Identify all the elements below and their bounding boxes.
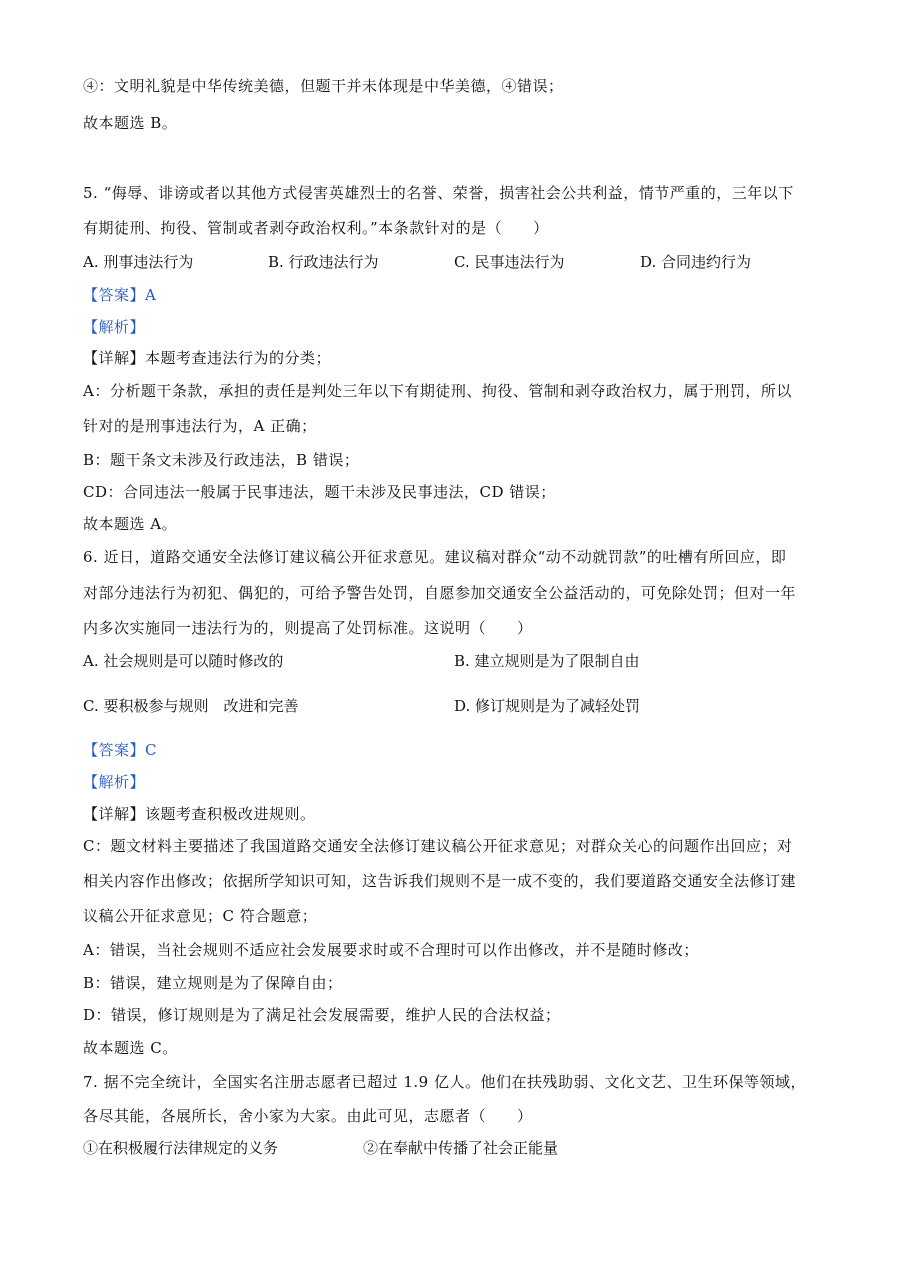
question-6-stem: 对部分违法行为初犯、偶犯的，可给予警告处罚，自愿参加交通安全公益活动的，可免除处罚；但对一年 xyxy=(83,584,797,602)
detail-line: 相关内容作出修改；依据所学知识可知，这告诉我们规则不是一成不变的，我们要道路交通安全法修订建 xyxy=(83,872,797,890)
detail-line: A：分析题干条款，承担的责任是判处三年以下有期徒刑、拘役、管制和剥夺政治权力，属于刑罚，所以 xyxy=(83,382,792,400)
answer-label: 【答案】A xyxy=(83,286,157,304)
answer-label: 【答案】C xyxy=(83,741,157,759)
q6-option-d: D. 修订规则是为了减轻处罚 xyxy=(454,697,641,715)
detail-line: A：错误，当社会规则不适应社会发展要求时或不合理时可以作出修改，并不是随时修改； xyxy=(83,941,699,959)
q6-option-b: B. 建立规则是为了限制自由 xyxy=(454,652,640,670)
detail-line: C：题文材料主要描述了我国道路交通安全法修订建议稿公开征求意见；对群众关心的问题作出回应；对 xyxy=(83,837,793,855)
detail-line: 针对的是刑事违法行为，A 正确； xyxy=(83,417,317,435)
question-5-stem: 5. “侮辱、诽谤或者以其他方式侵害英雄烈士的名誉、荣誉，损害社会公共利益，情节严重的，三年以下 xyxy=(83,184,794,202)
q6-option-a: A. 社会规则是可以随时修改的 xyxy=(83,652,284,670)
question-5-stem: 有期徒刑、拘役、管制或者剥夺政治权利。”本条款针对的是（ ） xyxy=(83,219,549,237)
q7-option-2: ②在奉献中传播了社会正能量 xyxy=(363,1139,559,1157)
text-line: ④：文明礼貌是中华传统美德，但题干并未体现是中华美德，④错误； xyxy=(83,77,564,95)
detail-line: D：错误，修订规则是为了满足社会发展需要，维护人民的合法权益； xyxy=(83,1006,561,1024)
q5-option-b: B. 行政违法行为 xyxy=(268,253,379,271)
detail-line: 故本题选 A。 xyxy=(83,515,178,533)
analysis-label: 【解析】 xyxy=(83,318,146,336)
detail-line: 故本题选 C。 xyxy=(83,1039,178,1057)
question-6-stem: 内多次实施同一违法行为的，则提高了处罚标准。这说明（ ） xyxy=(83,619,533,637)
detail-line: 【详解】本题考查违法行为的分类； xyxy=(83,349,332,367)
question-7-stem: 7. 据不完全统计，全国实名注册志愿者已超过 1.9 亿人。他们在扶残助弱、文化文艺、卫生环保等领域， xyxy=(83,1073,806,1091)
q5-option-d: D. 合同违约行为 xyxy=(640,253,752,271)
analysis-label: 【解析】 xyxy=(83,773,146,791)
detail-line: B：错误，建立规则是为了保障自由； xyxy=(83,974,343,992)
q5-option-a: A. 刑事违法行为 xyxy=(83,253,194,271)
detail-line: 议稿公开征求意见；C 符合题意； xyxy=(83,907,318,925)
detail-line: B：题干条文未涉及行政违法，B 错误； xyxy=(83,451,360,469)
question-7-stem: 各尽其能，各展所长，舍小家为大家。由此可见，志愿者（ ） xyxy=(83,1107,533,1125)
question-6-stem: 6. 近日，道路交通安全法修订建议稿公开征求意见。建议稿对群众“动不动就罚款”的吐槽有所回应，即 xyxy=(83,548,787,566)
q6-option-c: C. 要积极参与规则 改进和完善 xyxy=(83,697,299,715)
q5-option-c: C. 民事违法行为 xyxy=(454,253,565,271)
detail-line: 【详解】该题考查积极改进规则。 xyxy=(83,805,316,823)
text-line: 故本题选 B。 xyxy=(83,114,178,132)
detail-line: CD：合同违法一般属于民事违法，题干未涉及民事违法，CD 错误； xyxy=(83,483,556,501)
q7-option-1: ①在积极履行法律规定的义务 xyxy=(83,1139,279,1157)
